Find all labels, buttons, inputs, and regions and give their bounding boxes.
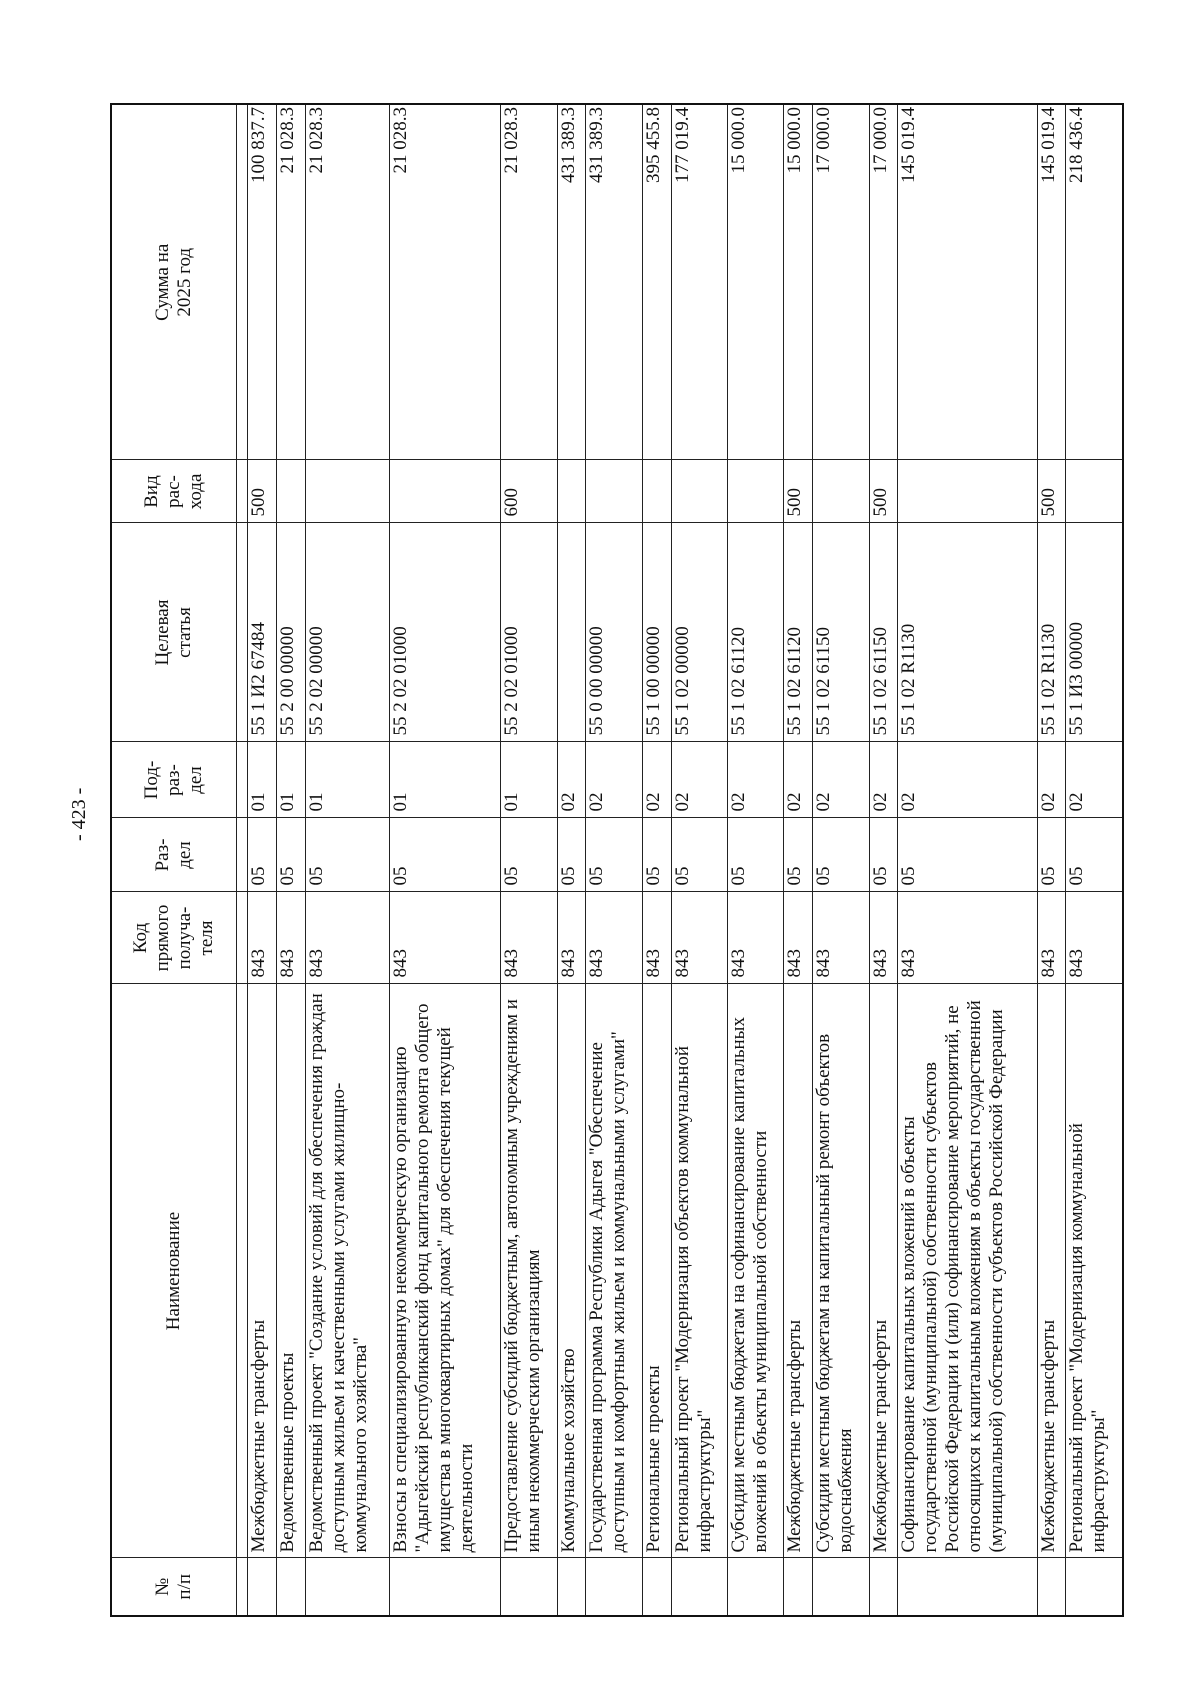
row-subsection-cell: 02 [813,742,869,818]
row-section-cell: 05 [501,818,557,892]
row-section-cell: 05 [586,818,642,892]
row-number-cell [389,1558,501,1616]
row-kind-cell: 500 [869,460,898,523]
row-amount-cell: 395 455.8 [642,104,671,460]
row-amount-cell: 177 019.4 [671,104,727,460]
row-recipient-cell: 843 [586,892,642,984]
header-subsection-text: Под- раз- дел [141,760,206,800]
row-kind-cell [671,460,727,523]
row-subsection-cell: 02 [642,742,671,818]
row-recipient-cell: 843 [869,892,898,984]
row-section-cell: 05 [389,818,501,892]
row-target-cell [557,523,586,742]
row-recipient-cell: 843 [898,892,1037,984]
row-amount-cell: 17 000.0 [813,104,869,460]
table-body [248,104,1124,1616]
row-recipient-cell: 843 [557,892,586,984]
row-subsection-cell: 02 [728,742,784,818]
spacer-cell [237,1558,248,1616]
row-name-cell: Субсидии местным бюджетам на софинансирование капитальных вложений в объекты муниципальной собственности [728,984,784,1558]
row-amount-cell: 145 019.4 [1037,104,1066,460]
page-number: - 423 - [68,787,90,841]
table-row [784,104,813,1616]
table-row [642,104,671,1616]
header-amount-text: Сумма на 2025 год [152,243,195,321]
row-kind-cell [586,460,642,523]
row-target-cell: 55 0 00 00000 [586,523,642,742]
table-row [869,104,898,1616]
row-number-cell [586,1558,642,1616]
row-number-cell [784,1558,813,1616]
spacer-cell [237,460,248,523]
header-name-text: Наименование [163,1211,184,1331]
row-number-cell [501,1558,557,1616]
row-kind-cell: 500 [248,460,277,523]
row-amount-cell: 100 837.7 [248,104,277,460]
row-number-cell [276,1558,305,1616]
row-subsection-cell: 02 [784,742,813,818]
header-target [111,523,237,742]
rotated-page [110,105,1124,1617]
header-name [111,984,237,1558]
row-recipient-cell: 843 [305,892,389,984]
header-amount [111,104,237,460]
row-recipient-cell: 843 [1066,892,1123,984]
row-name-cell: Ведомственный проект "Создание условий для обеспечения граждан доступным жильем и качественными услугами жилищно-коммунального хозяйства" [305,984,389,1558]
row-kind-cell [1066,460,1123,523]
row-section-cell: 05 [728,818,784,892]
row-section-cell: 05 [1066,818,1123,892]
row-name-cell: Государственная программа Республики Адыгея "Обеспечение доступным и комфортным жильем и коммунальными услугами" [586,984,642,1558]
spacer-cell [237,523,248,742]
row-target-cell: 55 2 02 01000 [501,523,557,742]
row-kind-cell [557,460,586,523]
spacer-cell [237,818,248,892]
row-kind-cell [389,460,501,523]
row-target-cell: 55 1 02 00000 [671,523,727,742]
table-row [389,104,501,1616]
row-target-cell: 55 1 02 61150 [869,523,898,742]
row-number-cell [305,1558,389,1616]
header-recipient [111,892,237,984]
row-section-cell: 05 [557,818,586,892]
spacer-cell [237,104,248,460]
row-name-cell: Межбюджетные трансферты [869,984,898,1558]
row-recipient-cell: 843 [813,892,869,984]
row-kind-cell [898,460,1037,523]
row-subsection-cell: 02 [586,742,642,818]
header-kind-text: Вид рас- хода [141,473,206,510]
row-section-cell: 05 [898,818,1037,892]
table-row [728,104,784,1616]
row-section-cell: 05 [305,818,389,892]
row-name-cell: Региональные проекты [642,984,671,1558]
row-section-cell: 05 [276,818,305,892]
row-recipient-cell: 843 [1037,892,1066,984]
row-name-cell: Софинансирование капитальных вложений в объекты государственной (муниципальной) собственности субъектов Российской Федерации и (или) софинансирование мероприятий, не относящихся к капитальным вложениям в объекты государственной (муниципальной) собственности субъектов Российской Федерации [898,984,1037,1558]
row-number-cell [728,1558,784,1616]
row-section-cell: 05 [869,818,898,892]
row-recipient-cell: 843 [784,892,813,984]
spacer-cell [237,892,248,984]
row-subsection-cell: 02 [869,742,898,818]
row-subsection-cell: 01 [389,742,501,818]
row-amount-cell: 21 028.3 [276,104,305,460]
row-kind-cell [728,460,784,523]
row-section-cell: 05 [1037,818,1066,892]
row-target-cell: 55 1 И2 67484 [248,523,277,742]
header-section [111,818,237,892]
row-kind-cell [813,460,869,523]
row-amount-cell: 21 028.3 [501,104,557,460]
row-amount-cell: 431 389.3 [557,104,586,460]
row-subsection-cell: 01 [248,742,277,818]
table-row [557,104,586,1616]
row-name-cell: Субсидии местным бюджетам на капитальный ремонт объектов водоснабжения [813,984,869,1558]
row-kind-cell: 500 [784,460,813,523]
table-row [813,104,869,1616]
row-kind-cell [642,460,671,523]
row-subsection-cell: 02 [557,742,586,818]
row-subsection-cell: 01 [501,742,557,818]
row-target-cell: 55 1 02 R1130 [1037,523,1066,742]
row-target-cell: 55 1 02 61120 [784,523,813,742]
row-subsection-cell: 01 [276,742,305,818]
table-row [671,104,727,1616]
row-name-cell: Ведомственные проекты [276,984,305,1558]
spacer-cell [237,742,248,818]
row-name-cell: Межбюджетные трансферты [784,984,813,1558]
row-number-cell [1037,1558,1066,1616]
spacer-cell [237,984,248,1558]
row-name-cell: Коммунальное хозяйство [557,984,586,1558]
budget-table [110,103,1124,1617]
row-number-cell [671,1558,727,1616]
rotated-content [110,105,1124,1617]
row-subsection-cell: 02 [1037,742,1066,818]
table-row [305,104,389,1616]
row-target-cell: 55 1 02 61120 [728,523,784,742]
row-name-cell: Предоставление субсидий бюджетным, автономным учреждениям и иным некоммерческим организациям [501,984,557,1558]
row-recipient-cell: 843 [276,892,305,984]
row-section-cell: 05 [813,818,869,892]
row-amount-cell: 21 028.3 [305,104,389,460]
header-target-text: Целевая статья [152,599,195,666]
row-number-cell [248,1558,277,1616]
table-row [1066,104,1123,1616]
row-recipient-cell: 843 [728,892,784,984]
row-target-cell: 55 1 02 R1130 [898,523,1037,742]
row-number-cell [898,1558,1037,1616]
table-row [501,104,557,1616]
row-target-cell: 55 2 00 00000 [276,523,305,742]
row-kind-cell [305,460,389,523]
table-row [1037,104,1066,1616]
row-name-cell: Региональный проект "Модернизация объектов коммунальной инфраструктуры" [671,984,727,1558]
row-kind-cell: 500 [1037,460,1066,523]
header-spacer-row [237,104,248,1616]
row-target-cell: 55 1 И3 00000 [1066,523,1123,742]
row-amount-cell: 17 000.0 [869,104,898,460]
row-amount-cell: 15 000.0 [728,104,784,460]
header-subsection [111,742,237,818]
header-num [111,1558,237,1616]
table-row [276,104,305,1616]
row-name-cell: Взносы в специализированную некоммерческую организацию "Адыгейский республиканский фонд капитального ремонта общего имущества в многоквартирных домах" для обеспечения текущей деятельности [389,984,501,1558]
row-subsection-cell: 01 [305,742,389,818]
row-recipient-cell: 843 [248,892,277,984]
row-number-cell [642,1558,671,1616]
row-name-cell: Межбюджетные трансферты [1037,984,1066,1558]
row-section-cell: 05 [784,818,813,892]
row-target-cell: 55 2 02 01000 [389,523,501,742]
table-row [898,104,1037,1616]
row-number-cell [869,1558,898,1616]
row-section-cell: 05 [671,818,727,892]
row-number-cell [1066,1558,1123,1616]
row-recipient-cell: 843 [501,892,557,984]
row-amount-cell: 15 000.0 [784,104,813,460]
row-number-cell [557,1558,586,1616]
table-row [586,104,642,1616]
row-target-cell: 55 1 00 00000 [642,523,671,742]
header-num-text: № п/п [152,1573,195,1600]
header-section-text: Раз- дел [152,838,195,872]
row-target-cell: 55 1 02 61150 [813,523,869,742]
row-recipient-cell: 843 [642,892,671,984]
row-subsection-cell: 02 [1066,742,1123,818]
row-subsection-cell: 02 [671,742,727,818]
row-amount-cell: 218 436.4 [1066,104,1123,460]
header-recipient-text: Код прямого получа- теля [130,904,217,972]
row-number-cell [813,1558,869,1616]
row-kind-cell: 600 [501,460,557,523]
header-kind [111,460,237,523]
row-section-cell: 05 [642,818,671,892]
row-section-cell: 05 [248,818,277,892]
table-row [248,104,277,1616]
row-target-cell: 55 2 02 00000 [305,523,389,742]
row-kind-cell [276,460,305,523]
row-recipient-cell: 843 [671,892,727,984]
row-recipient-cell: 843 [389,892,501,984]
row-name-cell: Региональный проект "Модернизация коммунальной инфраструктуры" [1066,984,1123,1558]
row-subsection-cell: 02 [898,742,1037,818]
row-amount-cell: 21 028.3 [389,104,501,460]
row-name-cell: Межбюджетные трансферты [248,984,277,1558]
row-amount-cell: 145 019.4 [898,104,1037,460]
row-amount-cell: 431 389.3 [586,104,642,460]
table-header-row [111,104,237,1616]
